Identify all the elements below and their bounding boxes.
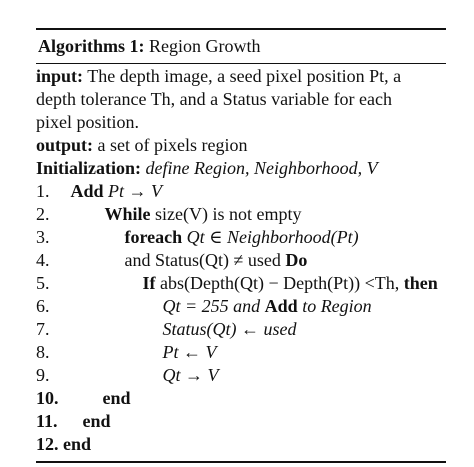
step-keyword: Add xyxy=(70,181,104,201)
initialization-line xyxy=(36,157,446,180)
algorithm-box xyxy=(36,28,446,456)
step-text: Qt ∈ Neighborhood(Pt) xyxy=(186,227,359,247)
step-number: 6. xyxy=(36,296,50,316)
step-keyword: end xyxy=(63,434,92,454)
step-7 xyxy=(36,318,446,341)
input-text-3: pixel position. xyxy=(36,112,139,132)
step-2 xyxy=(36,203,446,226)
step-prefix: and xyxy=(124,250,151,270)
step-6 xyxy=(36,295,446,318)
step-number: 2. xyxy=(36,204,50,224)
step-5 xyxy=(36,272,446,295)
algorithm-title xyxy=(36,30,446,63)
step-12 xyxy=(36,433,446,456)
step-number: 3. xyxy=(36,227,50,247)
step-text: Status(Qt) ← used xyxy=(162,319,297,339)
initialization-text: define Region, Neighborhood, V xyxy=(145,158,378,178)
step-text: size(V) is not empty xyxy=(155,204,302,224)
step-text: abs(Depth(Qt) − Depth(Pt)) <Th, xyxy=(160,273,400,293)
initialization-label: Initialization: xyxy=(36,158,142,178)
step-keyword-then: then xyxy=(403,273,438,293)
algorithm-label: Algorithms 1: xyxy=(38,36,145,56)
step-text-2: to Region xyxy=(302,296,372,316)
step-number: 9. xyxy=(36,365,50,385)
step-text: Status(Qt) ≠ used xyxy=(155,250,281,270)
step-keyword: If xyxy=(142,273,156,293)
input-text-1: The depth image, a seed pixel position Pt, a xyxy=(87,66,402,86)
step-1 xyxy=(36,180,446,203)
step-keyword: Do xyxy=(285,250,308,270)
step-10 xyxy=(36,387,446,410)
input-line-1 xyxy=(36,65,446,88)
step-keyword: foreach xyxy=(124,227,183,247)
step-number: 12. xyxy=(36,434,59,454)
input-text-2: depth tolerance Th, and a Status variable for each xyxy=(36,89,393,109)
step-number: 5. xyxy=(36,273,50,293)
step-number: 1. xyxy=(36,181,50,201)
step-11 xyxy=(36,410,446,433)
output-line xyxy=(36,134,446,157)
step-keyword: While xyxy=(104,204,151,224)
step-text: Pt ← V xyxy=(162,342,217,362)
step-8 xyxy=(36,341,446,364)
step-number: 8. xyxy=(36,342,50,362)
algorithm-body xyxy=(36,64,446,456)
step-text: Pt → V xyxy=(108,181,163,201)
step-number: 11. xyxy=(36,411,58,431)
input-label: input: xyxy=(36,66,84,86)
input-line-3 xyxy=(36,111,446,134)
step-9 xyxy=(36,364,446,387)
step-number: 10. xyxy=(36,388,59,408)
algorithm-name: Region Growth xyxy=(149,36,261,56)
step-text: Qt → V xyxy=(162,365,219,385)
output-text: a set of pixels region xyxy=(97,135,248,155)
bottom-rule xyxy=(36,461,446,463)
step-text: Qt = 255 and xyxy=(162,296,261,316)
step-keyword: end xyxy=(82,411,111,431)
input-line-2 xyxy=(36,88,446,111)
step-3 xyxy=(36,226,446,249)
output-label: output: xyxy=(36,135,94,155)
step-number: 7. xyxy=(36,319,50,339)
step-number: 4. xyxy=(36,250,50,270)
step-keyword: Add xyxy=(264,296,298,316)
step-4 xyxy=(36,249,446,272)
step-keyword: end xyxy=(102,388,131,408)
